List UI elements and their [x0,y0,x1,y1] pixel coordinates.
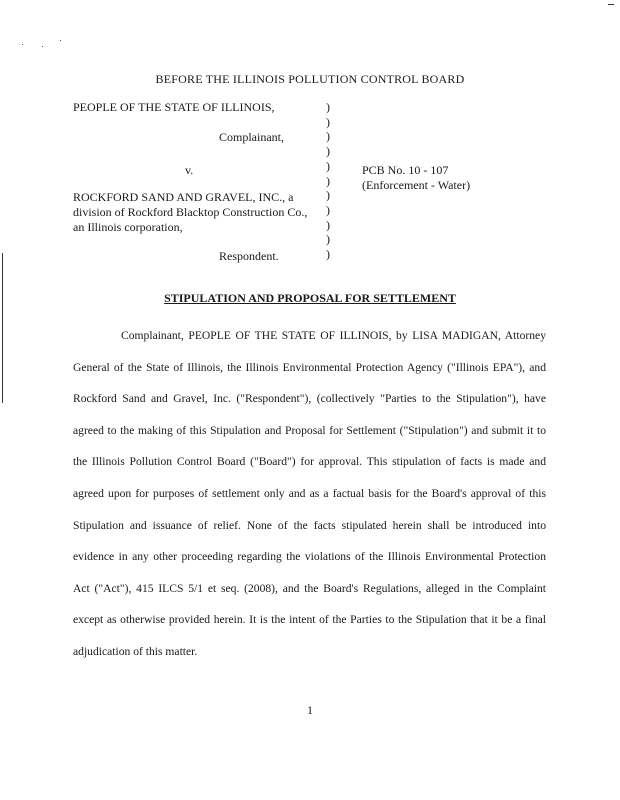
caption-paren: ) [326,232,330,247]
caption-paren: ) [326,100,330,114]
stipulation-paragraph: Complainant, PEOPLE OF THE STATE OF ILLINOIS, by LISA MADIGAN, Attorney General of the State of Illinois, the Illinois Environmental Protection Agency ("Illinois EPA"), and Rockford Sand and Gravel, Inc. ("Respondent"), (collectively "Parties to the Stipulation"), have agreed to the making of this Stipulation and Proposal for Settlement ("Stipulation") and submit it to the Illinois Pollution Control Board ("Board") for approval. This stipulation of facts is made and agreed upon for purposes of settlement only and as a factual basis for the Board's approval of this Stipulation and issuance of relief. None of the facts stipulated herein shall be introduced into evidence in any other proceeding regarding the violations of the Illinois Environmental Protection Act ("Act"), 415 ILCS 5/1 et seq. (2008), and the Board's Regulations, alleged in the Complaint except as otherwise provided herein. It is the intent of the Parties to the Stipulation that it be a final adjudication of this matter. [73,329,546,658]
caption-paren: ) [326,129,330,144]
caption-paren: ) [326,217,330,232]
caption-paren: ) [326,202,330,217]
caption-paren: ) [326,114,330,129]
caption-paren: ) [326,158,330,173]
respondent-name-line1: ROCKFORD SAND AND GRAVEL, INC., a [73,190,294,204]
caption-paren: ) [326,173,330,188]
complainant-name: PEOPLE OF THE STATE OF ILLINOIS, [73,100,275,114]
scan-speck [22,44,23,45]
case-type: (Enforcement - Water) [362,178,471,192]
document-title: STIPULATION AND PROPOSAL FOR SETTLEMENT [164,291,456,305]
case-info [362,163,470,193]
caption-paren: ) [326,247,330,262]
scan-edge-line [2,253,3,403]
caption-paren: ) [326,144,330,159]
page-number: 1 [307,703,313,717]
caption-paren: ) [326,188,330,203]
case-number: PCB No. 10 - 107 [362,163,449,177]
scan-speck [42,46,43,47]
versus-label: v. [185,163,194,177]
board-heading: BEFORE THE ILLINOIS POLLUTION CONTROL BOARD [155,72,465,86]
scan-speck [60,40,61,41]
respondent-name-line2: division of Rockford Blacktop Construction Co., [73,205,308,219]
scan-mark [608,4,614,5]
complainant-role: Complainant, [219,130,284,144]
caption-parentheses [326,100,334,262]
respondent-name-line3: an Illinois corporation, [73,220,183,234]
respondent-role: Respondent. [219,249,279,263]
